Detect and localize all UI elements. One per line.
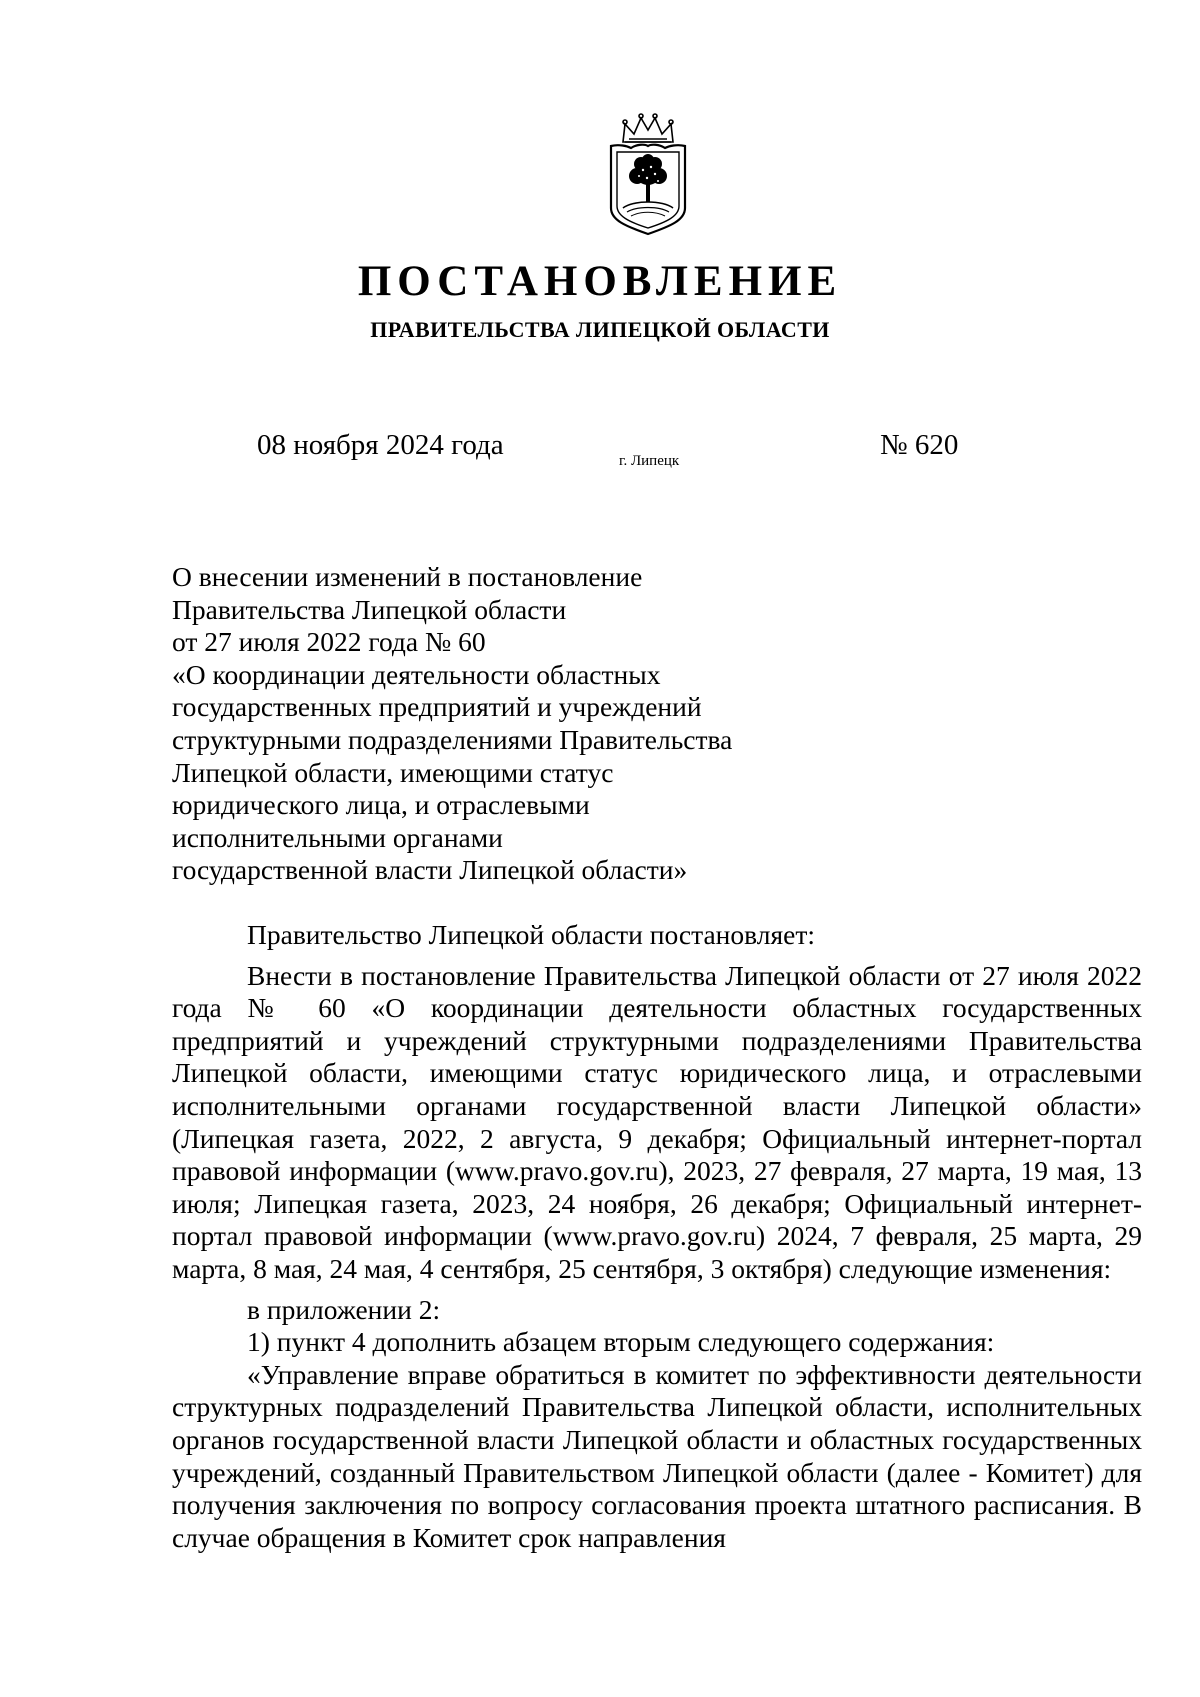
document-number: № 620 bbox=[880, 429, 959, 461]
heading-line: государственных предприятий и учреждений bbox=[172, 691, 702, 723]
heading-line: исполнительными органами bbox=[172, 821, 503, 853]
document-date: 08 ноября 2024 года bbox=[257, 429, 504, 461]
body-quote-paragraph: «Управление вправе обратиться в комитет по эффективности деятельности структурных подразделений Правительства Липецкой области, исполнительных органов государственной власти Липецкой области и областных государственных учреждений, созданный Правительством Липецкой области (далее - Комитет) для получения заключения по вопросу согласования проекта штатного расписания. В случае обращения в Комитет срок направления bbox=[172, 1358, 1142, 1553]
heading-line: от 27 июля 2022 года № 60 bbox=[172, 626, 486, 658]
document-body bbox=[172, 919, 1142, 1554]
document-city: г. Липецк bbox=[619, 453, 680, 469]
heading-line: «О координации деятельности областных bbox=[172, 658, 661, 690]
body-appendix-paragraph: в приложении 2: bbox=[247, 1293, 441, 1325]
document-subtitle: ПРАВИТЕЛЬСТВА ЛИПЕЦКОЙ ОБЛАСТИ bbox=[370, 317, 830, 342]
heading-line: юридического лица, и отраслевыми bbox=[172, 789, 590, 821]
document-title: ПОСТАНОВЛЕНИЕ bbox=[357, 258, 843, 305]
body-lead-paragraph: Правительство Липецкой области постановляет: bbox=[247, 919, 816, 950]
body-item-paragraph: 1) пункт 4 дополнить абзацем вторым следующего содержания: bbox=[247, 1326, 995, 1358]
heading-line: государственной власти Липецкой области» bbox=[172, 854, 688, 886]
heading-line: Правительства Липецкой области bbox=[172, 593, 567, 625]
heading-line: структурными подразделениями Правительства bbox=[172, 723, 733, 755]
heading-line: Липецкой области, имеющими статус bbox=[172, 756, 614, 788]
heading-line: О внесении изменений в постановление bbox=[172, 561, 643, 592]
coat-of-arms-icon bbox=[601, 112, 696, 237]
body-main-paragraph: Внести в постановление Правительства Липецкой области от 27 июля 2022 года № 60 «О координации деятельности областных государственных предприятий и учреждений структурными подразделениями Правительства Липецкой области, имеющими статус юридического лица, и отраслевыми исполнительными органами государственной власти Липецкой области» (Липецкая газета, 2022, 2 августа, 9 декабря; Официальный интернет-портал правовой информации (www.pravo.gov.ru), 2023, 27 февраля, 27 марта, 19 мая, 13 июля; Липецкая газета, 2023, 24 ноября, 26 декабря; Официальный интернет-портал правовой информации (www.pravo.gov.ru) 2024, 7 февраля, 25 марта, 29 марта, 8 мая, 24 мая, 4 сентября, 25 сентября, 3 октября) следующие изменения: bbox=[172, 959, 1142, 1284]
document-heading bbox=[172, 561, 812, 887]
